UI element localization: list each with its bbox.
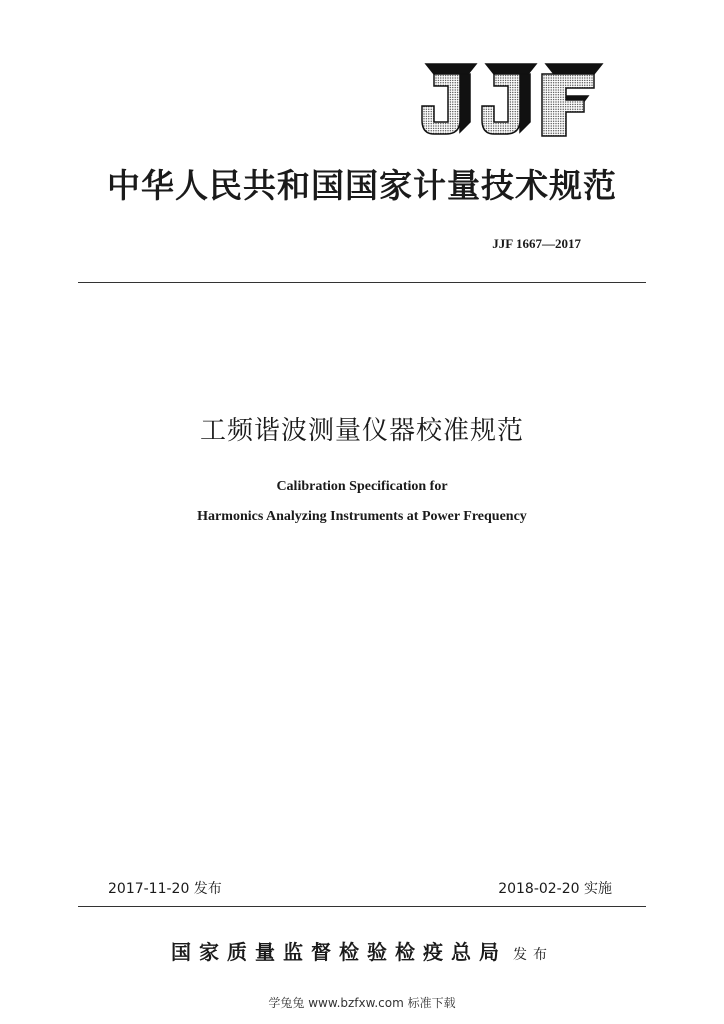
publisher-org: 国家质量监督检验检疫总局 [171, 940, 507, 964]
document-title-en-line2: Harmonics Analyzing Instruments at Power Frequency [197, 509, 527, 524]
publisher [0, 936, 724, 965]
footer-watermark: 学兔兔 www.bzfxw.com 标准下载 [268, 996, 456, 1010]
issue-date: 2017-11-20 发布 [108, 881, 222, 897]
spec-code: JJF 1667—2017 [492, 236, 581, 251]
document-title-en-line1: Calibration Specification for [276, 479, 448, 494]
implementation-date: 2018-02-20 实施 [498, 881, 612, 897]
logo-letter-j1 [422, 64, 476, 134]
logo-letter-j2 [482, 64, 536, 134]
publisher-action: 发布 [513, 947, 553, 963]
bottom-divider [78, 906, 646, 907]
jjf-logo [418, 60, 604, 140]
national-spec-title: 中华人民共和国国家计量技术规范 [107, 166, 617, 205]
top-divider [78, 282, 646, 283]
document-title-cn: 工频谐波测量仪器校准规范 [199, 416, 524, 446]
logo-letter-f [542, 64, 602, 136]
